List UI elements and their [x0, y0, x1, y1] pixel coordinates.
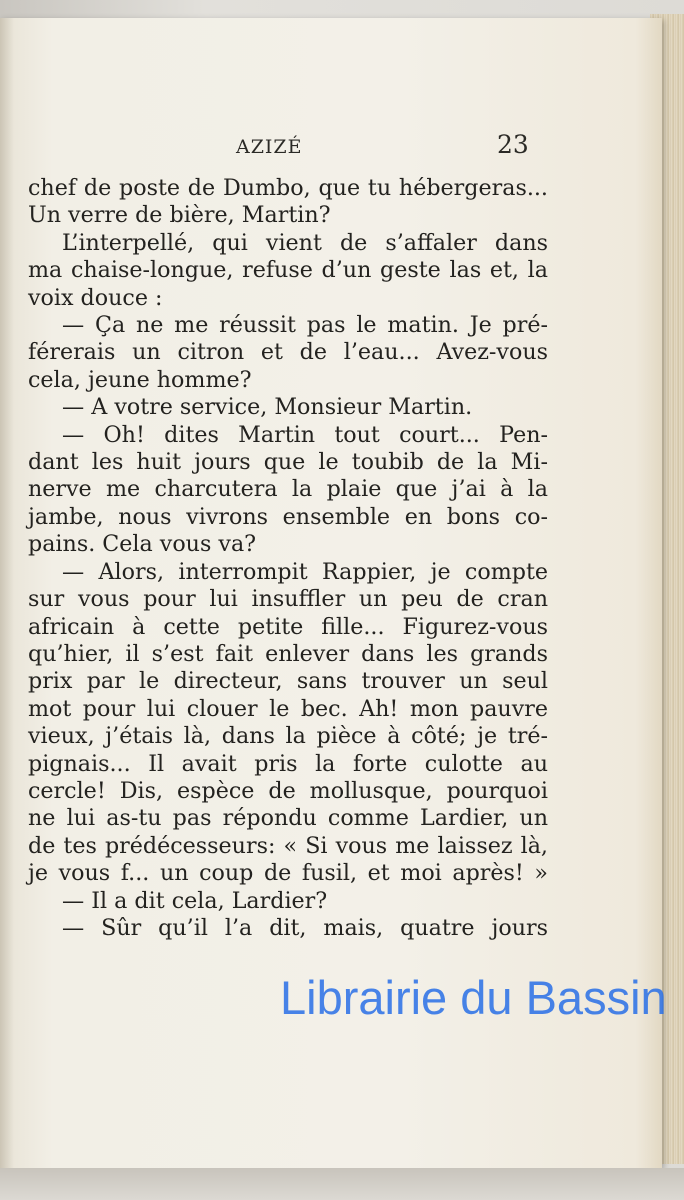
text-line: mot pour lui clouer le bec. Ah! mon pauvre	[28, 695, 548, 722]
page-number: 23	[497, 130, 529, 159]
text-line: vieux, j’étais là, dans la pièce à côté; je tré-	[28, 723, 548, 750]
text-line: voix douce :	[28, 284, 163, 311]
chapter-title: AZIZÉ	[236, 136, 303, 158]
text-line: cela, jeune homme?	[28, 366, 252, 393]
text-line: — Il a dit cela, Lardier?	[62, 887, 328, 914]
text-line: africain à cette petite fille... Figurez-vous	[28, 613, 548, 640]
text-line: — Oh! dites Martin tout court... Pen-	[62, 421, 548, 448]
text-line: — Ça ne me réussit pas le matin. Je pré-	[62, 312, 548, 339]
text-line: pains. Cela vous va?	[28, 531, 257, 558]
text-line: prix par le directeur, sans trouver un seul	[28, 668, 548, 695]
text-line: je vous f... un coup de fusil, et moi après! »	[28, 860, 548, 887]
text-line: sur vous pour lui insuffler un peu de cran	[28, 586, 548, 613]
text-line: ne lui as-tu pas répondu comme Lardier, un	[28, 805, 548, 832]
text-line: L’interpellé, qui vient de s’affaler dans	[62, 229, 548, 256]
text-line: cercle! Dis, espèce de mollusque, pourquoi	[28, 777, 548, 804]
text-line: férerais un citron et de l’eau... Avez-vous	[28, 339, 548, 366]
text-line: de tes prédécesseurs: « Si vous me laissez là,	[28, 832, 548, 859]
text-line: — A votre service, Monsieur Martin.	[62, 394, 473, 421]
seller-watermark: Librairie du Bassin	[280, 971, 667, 1024]
text-line: ma chaise-longue, refuse d’un geste las et, la	[28, 257, 548, 284]
running-head	[0, 130, 662, 160]
text-line: — Sûr qu’il l’a dit, mais, quatre jours	[62, 914, 548, 941]
text-line: chef de poste de Dumbo, que tu hébergeras...	[28, 175, 548, 201]
bottom-edge	[0, 1168, 684, 1200]
text-line: — Alors, interrompit Rappier, je compte	[62, 558, 548, 585]
text-line: pignais... Il avait pris la forte culotte au	[28, 750, 548, 777]
text-line: jambe, nous vivrons ensemble en bons co-	[28, 503, 548, 530]
text-line: Un verre de bière, Martin?	[28, 202, 331, 229]
body-text	[28, 175, 548, 942]
text-line: qu’hier, il s’est fait enlever dans les grands	[28, 640, 548, 667]
text-line: dant les huit jours que le toubib de la Mi-	[28, 449, 548, 476]
gutter-shadow	[0, 18, 14, 1168]
text-line: nerve me charcutera la plaie que j’ai à la	[28, 476, 548, 503]
